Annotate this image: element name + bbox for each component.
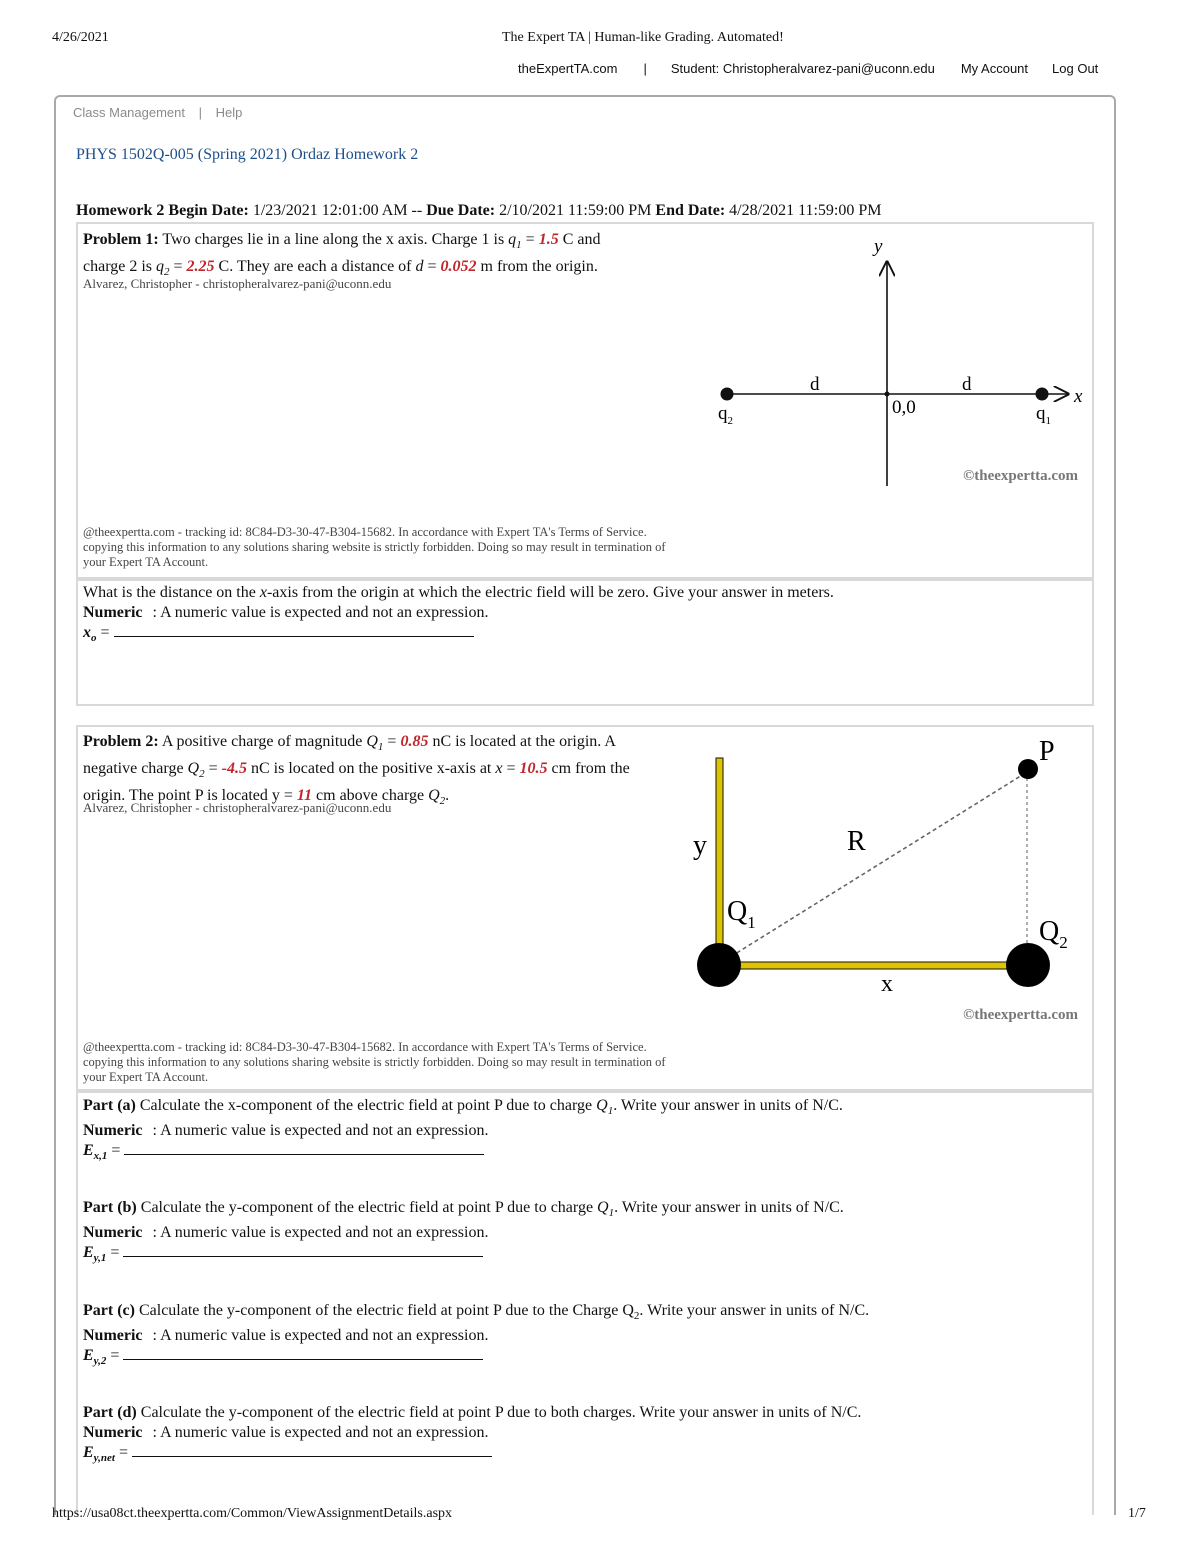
part-c-label: Part (c) (83, 1302, 135, 1319)
R-label: R (847, 826, 866, 857)
Q1-symbol: Q (597, 1199, 609, 1216)
problem1-tracking: @theexpertta.com - tracking id: 8C84-D3-30-47-B304-15682. In accordance with Expert TA's Terms of Service. copying this information to any solutions sharing website is strictly forbidden. Doing so may result in termination of your Expert TA Account. (83, 525, 666, 569)
numeric-label: Numeric (83, 1224, 143, 1242)
sub-nav-separator: | (198, 105, 203, 120)
diagram2-copyright: ©theexpertta.com (963, 1007, 1078, 1023)
begin-date-value: 1/23/2021 12:01:00 AM -- (252, 202, 423, 219)
part-b (83, 1198, 1083, 1268)
begin-date-label: Homework 2 Begin Date: (76, 202, 249, 219)
end-date-label: End Date: (655, 202, 726, 219)
answer-subscript: y,1 (93, 1252, 107, 1265)
answer-subscript: y,net (93, 1452, 115, 1465)
Q1-charge-dot (697, 943, 741, 987)
q2-label: $q_2$ (718, 403, 733, 427)
answer-subscript: o (91, 632, 97, 645)
problem2-text-part: nC is located at the origin. A (432, 733, 616, 750)
Q1-subscript: 1 (377, 741, 384, 754)
Q2-symbol: Q (428, 787, 440, 805)
log-out-link[interactable]: Log Out (1052, 61, 1099, 76)
problem2-text-part: . (445, 787, 450, 805)
Q2-value: -4.5 (221, 760, 247, 778)
problem1-text-part: C. They are each a distance of (218, 258, 412, 276)
problem1-text-part: C and (562, 231, 601, 248)
student-label: Student: Christopheralvarez-pani@uconn.edu (670, 61, 935, 76)
problem2-text-part: A positive charge of magnitude (161, 733, 363, 750)
x-symbol: x (495, 760, 503, 778)
site-link[interactable]: theExpertTA.com (518, 61, 618, 76)
equals: = (423, 258, 441, 276)
d-right-label: d (962, 374, 972, 395)
x-label: x (881, 971, 893, 997)
problem2-text-part: negative charge (83, 760, 184, 778)
my-account-link[interactable]: My Account (960, 61, 1029, 76)
Q2-label: $Q_2$ (1039, 916, 1068, 952)
problem1-text-part: Two charges lie in a line along the x axis. Charge 1 is (162, 231, 505, 248)
part-b-text: . Write your answer in units of N/C. (614, 1199, 844, 1216)
problem1-text-part: charge 2 is (83, 258, 153, 276)
answer-blank-eynet[interactable] (132, 1443, 492, 1457)
Q2-charge-dot (1006, 943, 1050, 987)
part-a-text: Calculate the x-component of the electric field at point P due to charge (139, 1097, 593, 1114)
equals: = (204, 760, 222, 778)
problem1-text-part: m from the origin. (480, 258, 598, 276)
q2-subscript: 2 (164, 266, 170, 279)
Q2-subscript: 2 (439, 795, 446, 808)
Q1-subscript: 1 (607, 1105, 614, 1118)
part-a (83, 1096, 1083, 1166)
answer-subscript: x,1 (93, 1150, 108, 1163)
part-c-text: . Write your answer in units of N/C. (639, 1302, 870, 1319)
answer-equals: = (96, 624, 110, 641)
sub-nav (73, 105, 242, 120)
q1-value: 1.5 (538, 231, 559, 248)
Q1-label: $Q_1$ (727, 896, 756, 932)
answer-equals: = (107, 1142, 121, 1160)
part-d (83, 1403, 1083, 1468)
q1-label: $q_1$ (1036, 403, 1051, 427)
y-axis-bar (716, 758, 723, 968)
answer-symbol: E (83, 1347, 94, 1365)
top-nav (518, 61, 1098, 76)
Q2-subscript: 2 (199, 768, 205, 781)
problem1-question (83, 583, 1083, 648)
origin-dot (885, 392, 890, 397)
y-axis-label: y (874, 236, 883, 257)
help-link[interactable]: Help (215, 105, 243, 120)
due-date-label: Due Date: (426, 202, 496, 219)
answer-blank-xo[interactable] (114, 623, 474, 637)
origin-label: 0,0 (892, 397, 916, 418)
y-value: 11 (296, 787, 313, 805)
numeric-note: : A numeric value is expected and not an expression. (152, 1424, 489, 1441)
numeric-note: : A numeric value is expected and not an expression. (152, 604, 489, 621)
problem2-author: Alvarez, Christopher - christopheralvarez-pani@uconn.edu (83, 800, 392, 815)
q1-symbol: q (508, 231, 517, 248)
answer-blank-ex1[interactable] (124, 1141, 484, 1155)
print-date: 4/26/2021 (52, 30, 109, 45)
Q1-subscript: 1 (608, 1207, 615, 1220)
q2-symbol: q (156, 258, 165, 276)
y-label: y (693, 830, 707, 861)
answer-equals: = (106, 1347, 120, 1365)
due-date-value: 2/10/2021 11:59:00 PM (499, 202, 652, 219)
problem1-label: Problem 1: (83, 231, 159, 248)
end-date-value: 4/28/2021 11:59:00 PM (729, 202, 882, 219)
nav-separator: | (643, 61, 647, 76)
numeric-note: : A numeric value is expected and not an expression. (152, 1224, 489, 1242)
x-symbol: x (259, 584, 267, 601)
answer-symbol: E (83, 1142, 94, 1160)
x-axis-bar (719, 962, 1029, 969)
part-a-label: Part (a) (83, 1097, 136, 1114)
problem2-tracking: @theexpertta.com - tracking id: 8C84-D3-30-47-B304-15682. In accordance with Expert TA's Terms of Service. copying this information to any solutions sharing website is strictly forbidden. Doing so may result in termination of your Expert TA Account. (83, 1040, 666, 1084)
numeric-label: Numeric (83, 1327, 143, 1345)
problem2-diagram (685, 730, 1090, 1030)
q1-charge-dot (1036, 388, 1049, 401)
d-value: 0.052 (440, 258, 477, 276)
footer-url: https://usa08ct.theexpertta.com/Common/ViewAssignmentDetails.aspx (52, 1506, 453, 1521)
part-c (83, 1301, 1083, 1371)
question-text: What is the distance on the (83, 584, 256, 601)
part-d-label: Part (d) (83, 1404, 137, 1421)
q2-charge-dot (721, 388, 734, 401)
d-symbol: d (415, 258, 424, 276)
R-dashed-line (719, 772, 1027, 964)
answer-blank-ey1[interactable] (123, 1243, 483, 1257)
P-label: P (1039, 736, 1055, 767)
problem1-author: Alvarez, Christopher - christopheralvarez-pani@uconn.edu (83, 276, 392, 291)
part-b-label: Part (b) (83, 1199, 137, 1216)
equals: = (169, 258, 187, 276)
answer-equals: = (106, 1244, 120, 1262)
equals: = (502, 760, 520, 778)
problem2-text-part: origin. The point P is located y = (83, 787, 293, 805)
part-c-text: Calculate the y-component of the electric field at point P due to the Charge Q (138, 1302, 634, 1319)
problem2-text-part: nC is located on the positive x-axis at (250, 760, 492, 778)
homework-dates (76, 202, 881, 220)
x-value: 10.5 (519, 760, 548, 778)
q2-value: 2.25 (186, 258, 215, 276)
point-P-dot (1018, 759, 1038, 779)
numeric-label: Numeric (83, 604, 143, 621)
numeric-label: Numeric (83, 1122, 143, 1140)
course-title[interactable]: PHYS 1502Q-005 (Spring 2021) Ordaz Homework 2 (76, 146, 419, 163)
problem1-diagram (700, 232, 1090, 492)
print-title: The Expert TA | Human-like Grading. Automated! (502, 30, 784, 45)
problem2-text-part: cm from the (551, 760, 630, 778)
Q2-symbol: Q (187, 760, 200, 778)
answer-symbol: E (83, 1444, 94, 1461)
q1-subscript: 1 (516, 239, 522, 252)
numeric-note: : A numeric value is expected and not an expression. (152, 1122, 489, 1140)
Q2-subscript: 2 (633, 1310, 640, 1323)
numeric-note: : A numeric value is expected and not an expression. (152, 1327, 489, 1345)
problem2-label: Problem 2: (83, 733, 159, 750)
class-management-link[interactable]: Class Management (73, 105, 185, 120)
part-d-text: Calculate the y-component of the electric field at point P due to both charges. Write your answer in units of N/C. (140, 1404, 862, 1421)
problem2-text-part: cm above charge (316, 787, 425, 805)
diagram1-copyright: ©theexpertta.com (963, 468, 1078, 484)
answer-symbol: x (83, 624, 91, 641)
Q1-symbol: Q (366, 733, 378, 750)
Q1-symbol: Q (596, 1097, 608, 1114)
footer-page-number: 1/7 (1128, 1506, 1146, 1521)
answer-equals: = (114, 1444, 128, 1461)
x-axis-label: x (1074, 386, 1083, 407)
answer-subscript: y,2 (93, 1355, 107, 1368)
d-left-label: d (810, 374, 820, 395)
part-a-text: . Write your answer in units of N/C. (613, 1097, 843, 1114)
answer-symbol: E (83, 1244, 94, 1262)
answer-blank-ey2[interactable] (123, 1346, 483, 1360)
Q1-value: 0.85 (400, 733, 429, 750)
part-b-text: Calculate the y-component of the electric field at point P due to charge (140, 1199, 594, 1216)
equals: = (383, 733, 401, 750)
question-text: -axis from the origin at which the electric field will be zero. Give your answer in meters. (266, 584, 834, 601)
numeric-label: Numeric (83, 1424, 143, 1441)
equals: = (521, 231, 539, 248)
